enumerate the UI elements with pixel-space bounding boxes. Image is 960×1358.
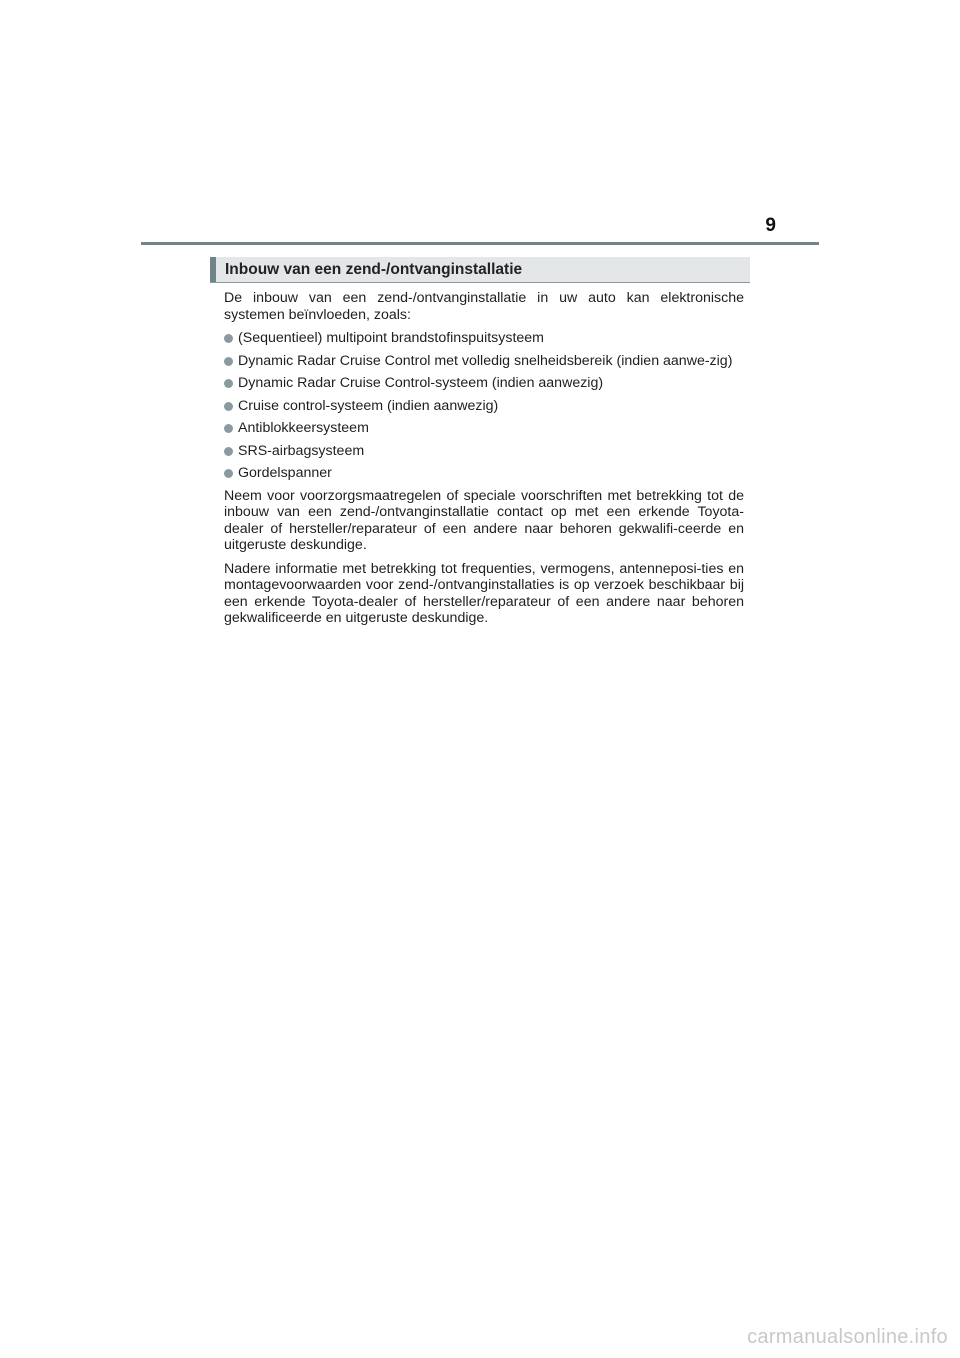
list-item-text: Dynamic Radar Cruise Control met volledig snelheidsbereik (indien aanwe-zig) [238, 352, 733, 369]
list-item-text: Dynamic Radar Cruise Control-systeem (indien aanwezig) [238, 375, 604, 391]
list-item-text: (Sequentieel) multipoint brandstofinspuitsysteem [238, 330, 544, 346]
watermark: carmanualsonline.info [747, 1326, 948, 1348]
section-heading-text: Inbouw van een zend-/ontvanginstallatie [225, 261, 523, 278]
bullet-icon [224, 402, 233, 411]
list-item [224, 353, 744, 370]
list-item [224, 330, 744, 347]
list-item-text: SRS-airbagsysteem [238, 442, 365, 459]
list-item-text: Antiblokkeersysteem [238, 420, 369, 436]
list-item [224, 443, 744, 460]
list-item [224, 398, 744, 415]
further-info-paragraph: Nadere informatie met betrekking tot frequenties, vermogens, antenneposi-ties en montagevoorwaarden voor zend-/ontvanginstallaties is op verzoek beschikbaar bij een erkende Toyota-dealer of hersteller/reparateur of een andere naar behoren gekwalificeerde en uitgeruste deskundige. [224, 560, 744, 626]
section-heading-underline [210, 282, 750, 283]
bullet-icon [224, 447, 233, 456]
header-rule [141, 242, 819, 245]
list-item [224, 465, 744, 482]
list-item [224, 375, 744, 392]
bullet-icon [224, 357, 233, 366]
bullet-icon [224, 424, 233, 433]
bullet-icon [224, 379, 233, 388]
bullet-icon [224, 334, 233, 343]
section-heading [210, 257, 750, 283]
page-number: 9 [765, 215, 776, 236]
intro-paragraph: De inbouw van een zend-/ontvanginstallatie in uw auto kan elektronische systemen beïnvloeden, zoals: [224, 290, 744, 323]
bullet-list [224, 330, 744, 482]
list-item [224, 420, 744, 437]
bullet-icon [224, 469, 233, 478]
list-item-text: Cruise control-systeem (indien aanwezig) [238, 397, 499, 414]
dealer-contact-paragraph: Neem voor voorzorgsmaatregelen of speciale voorschriften met betrekking tot de inbouw van een zend-/ontvanginstallatie contact op met een erkende Toyota-dealer of hersteller/reparateur of een andere naar behoren gekwalifi-ceerde en uitgeruste deskundige. [224, 487, 744, 553]
section-body [224, 290, 744, 634]
list-item-text: Gordelspanner [238, 465, 332, 481]
